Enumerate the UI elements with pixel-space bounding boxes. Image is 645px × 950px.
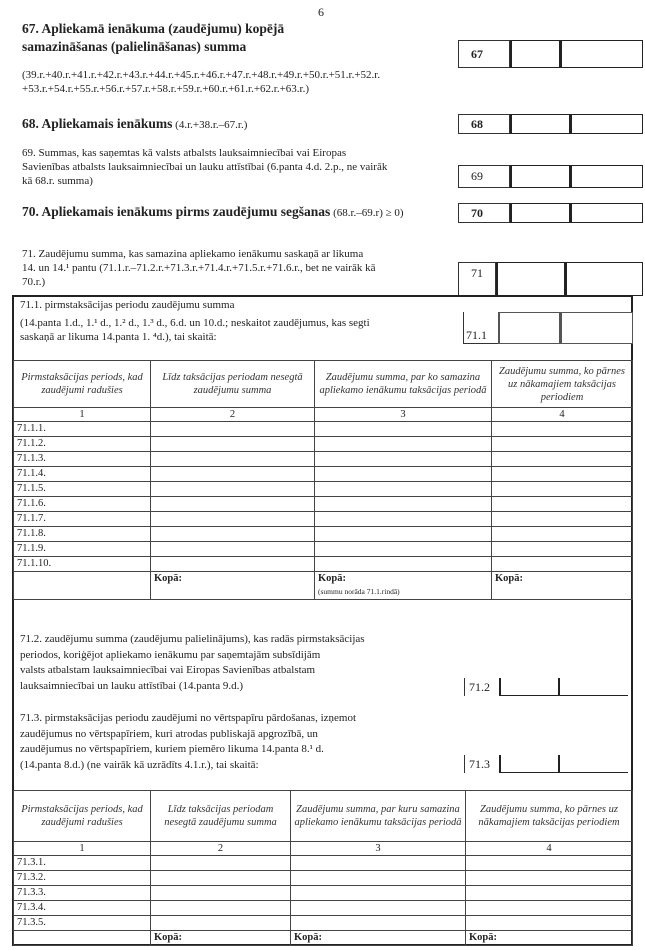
total-empty-cell bbox=[14, 572, 151, 600]
total-label: Kopā: bbox=[492, 572, 633, 600]
amount-cell-col3[interactable] bbox=[315, 422, 492, 437]
amount-cell-col4[interactable] bbox=[466, 916, 633, 931]
table-row bbox=[14, 422, 633, 437]
column-number: 4 bbox=[492, 408, 633, 422]
row-71-line3: 70.r.) bbox=[22, 276, 46, 288]
column-header: Līdz taksācijas periodam nesegtā zaudējumu summa bbox=[151, 791, 291, 842]
table-row bbox=[14, 856, 633, 871]
row-code: 71.1.3. bbox=[14, 452, 151, 467]
amount-cell-col2[interactable] bbox=[151, 497, 315, 512]
row-71-1-text bbox=[20, 298, 370, 344]
amount-cell-col3[interactable] bbox=[315, 512, 492, 527]
amount-cell-col4[interactable] bbox=[466, 856, 633, 871]
row-code: 71.1.5. bbox=[14, 482, 151, 497]
amount-cell-col4[interactable] bbox=[492, 557, 633, 572]
row-71-field bbox=[458, 262, 643, 296]
total-label: Kopā: bbox=[318, 573, 347, 584]
amount-cell-col2[interactable] bbox=[151, 886, 291, 901]
table-row bbox=[14, 527, 633, 542]
row-68-field bbox=[458, 114, 643, 134]
row-code: 71.1.8. bbox=[14, 527, 151, 542]
row-70-title: 70. Apliekamais ienākums pirms zaudējumu segšanas bbox=[22, 204, 331, 219]
amount-cell-col3[interactable] bbox=[291, 886, 466, 901]
table-row bbox=[14, 497, 633, 512]
column-number: 3 bbox=[315, 408, 492, 422]
amount-cell-col4[interactable] bbox=[466, 871, 633, 886]
amount-cell-col4[interactable] bbox=[492, 482, 633, 497]
row-69-label: 69 bbox=[458, 165, 510, 188]
row-code: 71.1.7. bbox=[14, 512, 151, 527]
row-71-3-input-a[interactable] bbox=[499, 755, 558, 773]
amount-cell-col3[interactable] bbox=[315, 557, 492, 572]
row-68-input-a[interactable] bbox=[510, 114, 570, 134]
total-label: Kopā: bbox=[151, 931, 291, 946]
row-71-label: 71 bbox=[458, 262, 496, 296]
row-70-field bbox=[458, 203, 643, 223]
amount-cell-col2[interactable] bbox=[151, 437, 315, 452]
table-row bbox=[14, 452, 633, 467]
amount-cell-col3[interactable] bbox=[291, 901, 466, 916]
amount-cell-col4[interactable] bbox=[466, 886, 633, 901]
row-code: 71.3.3. bbox=[14, 886, 151, 901]
column-number: 2 bbox=[151, 842, 291, 856]
row-71-3-field bbox=[464, 755, 628, 773]
row-71-3-line4: (14.panta 8.d.) (ne vairāk kā uzrādīts 4.1.r.), tai skaitā: bbox=[20, 758, 259, 771]
row-code: 71.1.4. bbox=[14, 467, 151, 482]
amount-cell-col4[interactable] bbox=[492, 512, 633, 527]
row-67-formula-line2: +53.r.+54.r.+55.r.+56.r.+57.r.+58.r.+59.r.+60.r.+61.r.+62.r.+63.r.) bbox=[22, 83, 310, 95]
amount-cell-col2[interactable] bbox=[151, 542, 315, 557]
row-71-2-line4: lauksaimniecībai un lauku attīstībai (14.panta 9.d.) bbox=[20, 679, 243, 692]
row-69-input-a[interactable] bbox=[510, 165, 570, 188]
row-71-3-input-b[interactable] bbox=[558, 755, 628, 773]
amount-cell-col4[interactable] bbox=[492, 422, 633, 437]
table-row bbox=[14, 871, 633, 886]
amount-cell-col3[interactable] bbox=[315, 527, 492, 542]
row-code: 71.3.5. bbox=[14, 916, 151, 931]
amount-cell-col3[interactable] bbox=[291, 871, 466, 886]
row-68-input-b[interactable] bbox=[570, 114, 643, 134]
column-header: Pirmstaksācijas periods, kad zaudējumi radušies bbox=[14, 791, 151, 842]
row-69-field bbox=[458, 165, 643, 188]
amount-cell-col2[interactable] bbox=[151, 452, 315, 467]
amount-cell-col2[interactable] bbox=[151, 856, 291, 871]
row-71-line2: 14. un 14.¹ pantu (71.1.r.–71.2.r.+71.3.r.+71.4.r.+71.5.r.+71.6.r., bet ne vairāk kā bbox=[22, 262, 376, 274]
row-71-2-line3: valsts atbalstam lauksaimniecībai vai Eiropas Savienības atbalstam bbox=[20, 664, 316, 676]
column-header: Zaudējumu summa, par kuru samazina apliekamo ienākumu taksācijas periodā bbox=[291, 791, 466, 842]
total-empty-cell bbox=[14, 931, 151, 946]
amount-cell-col2[interactable] bbox=[151, 527, 315, 542]
row-71-3-line3: zaudējumus no vērtspapīriem, kuriem piemēro likuma 14.panta 8.¹ d. bbox=[20, 743, 324, 755]
amount-cell-col2[interactable] bbox=[151, 557, 315, 572]
row-71-input-a[interactable] bbox=[496, 262, 565, 296]
amount-cell-col4[interactable] bbox=[492, 542, 633, 557]
column-header: Zaudējumu summa, ko pārnes uz nākamajiem taksācijas periodiem bbox=[466, 791, 633, 842]
row-71-1-line2: (14.panta 1.d., 1.¹ d., 1.² d., 1.³ d., 6.d. un 10.d.; neskaitot zaudējumus, kas segti bbox=[20, 317, 370, 329]
row-69-input-b[interactable] bbox=[570, 165, 643, 188]
total-cell-col3 bbox=[315, 572, 492, 600]
row-69-line3: kā 68.r. summa) bbox=[22, 175, 93, 187]
table-71-1 bbox=[13, 360, 633, 600]
row-71-2-field bbox=[464, 678, 628, 696]
row-67-label: 67 bbox=[458, 40, 510, 68]
total-label: Kopā: bbox=[151, 572, 315, 600]
row-71-2-input-b[interactable] bbox=[558, 678, 628, 696]
table-row bbox=[14, 437, 633, 452]
row-code: 71.1.2. bbox=[14, 437, 151, 452]
amount-cell-col4[interactable] bbox=[492, 452, 633, 467]
total-row bbox=[14, 572, 633, 600]
row-code: 71.1.1. bbox=[14, 422, 151, 437]
column-number: 3 bbox=[291, 842, 466, 856]
row-69-text bbox=[22, 146, 387, 188]
column-header: Pirmstaksācijas periods, kad zaudējumi radušies bbox=[14, 361, 151, 408]
row-67-input-a[interactable] bbox=[510, 40, 560, 68]
row-70-text bbox=[22, 204, 404, 220]
row-67-field bbox=[458, 40, 643, 68]
column-number: 4 bbox=[466, 842, 633, 856]
column-header: Līdz taksācijas periodam nesegtā zaudējumu summa bbox=[151, 361, 315, 408]
row-71-2-input-a[interactable] bbox=[499, 678, 558, 696]
amount-cell-col3[interactable] bbox=[291, 856, 466, 871]
amount-cell-col3[interactable] bbox=[315, 482, 492, 497]
row-71-3-label: 71.3 bbox=[464, 755, 499, 773]
row-71-1-line1: 71.1. pirmstaksācijas periodu zaudējumu summa bbox=[20, 299, 235, 311]
row-69-line1: 69. Summas, kas saņemtas kā valsts atbalsts lauksaimniecībai vai Eiropas bbox=[22, 147, 347, 159]
amount-cell-col2[interactable] bbox=[151, 467, 315, 482]
row-71-text bbox=[22, 247, 376, 289]
amount-cell-col2[interactable] bbox=[151, 512, 315, 527]
row-71-2-line1: 71.2. zaudējumu summa (zaudējumu palielinājums), kas radās pirmstaksācijas bbox=[20, 633, 365, 645]
row-71-1-input-b[interactable] bbox=[560, 312, 633, 344]
column-number: 1 bbox=[14, 842, 151, 856]
row-70-label: 70 bbox=[458, 203, 510, 223]
row-67-input-b[interactable] bbox=[560, 40, 643, 68]
row-71-3-line1: 71.3. pirmstaksācijas periodu zaudējumi no vērtspapīru pārdošanas, izņemot bbox=[20, 712, 357, 724]
row-code: 71.1.10. bbox=[14, 557, 151, 572]
table-row bbox=[14, 901, 633, 916]
row-67-title-line2: samazināšanas (palielināšanas) summa bbox=[22, 39, 247, 54]
total-note: (summu norāda 71.1.rindā) bbox=[318, 587, 400, 596]
row-code: 71.3.1. bbox=[14, 856, 151, 871]
row-71-2-text bbox=[20, 632, 365, 694]
row-68-title: 68. Apliekamais ienākums bbox=[22, 116, 173, 131]
table-row bbox=[14, 467, 633, 482]
table-row bbox=[14, 512, 633, 527]
amount-cell-col2[interactable] bbox=[151, 916, 291, 931]
row-71-2-line2: periodos, koriģējot apliekamo ienākumu par saņemtajām subsīdijām bbox=[20, 648, 321, 661]
table-header-row bbox=[14, 791, 633, 842]
amount-cell-col2[interactable] bbox=[151, 482, 315, 497]
column-number-row bbox=[14, 842, 633, 856]
column-number: 2 bbox=[151, 408, 315, 422]
table-row bbox=[14, 916, 633, 931]
table-71-3 bbox=[13, 790, 633, 946]
amount-cell-col4[interactable] bbox=[492, 467, 633, 482]
total-row bbox=[14, 931, 633, 946]
amount-cell-col2[interactable] bbox=[151, 901, 291, 916]
row-70-formula: (68.r.–69.r) ≥ 0) bbox=[330, 207, 404, 219]
row-71-1-input-a[interactable] bbox=[498, 312, 560, 344]
row-code: 71.1.6. bbox=[14, 497, 151, 512]
table-header-row bbox=[14, 361, 633, 408]
column-header: Zaudējumu summa, ko pārnes uz nākamajiem taksācijas periodiem bbox=[492, 361, 633, 408]
amount-cell-col4[interactable] bbox=[466, 901, 633, 916]
row-code: 71.1.9. bbox=[14, 542, 151, 557]
amount-cell-col3[interactable] bbox=[315, 452, 492, 467]
row-69-line2: Savienības atbalsts lauksaimniecībai un lauku attīstībai (6.panta 4.d. 2.p., ne vairāk bbox=[22, 161, 388, 173]
table-row bbox=[14, 482, 633, 497]
row-71-line1: 71. Zaudējumu summa, kas samazina apliekamo ienākumu saskaņā ar likuma bbox=[22, 248, 364, 260]
row-71-2-label: 71.2 bbox=[464, 678, 499, 696]
table-row bbox=[14, 557, 633, 572]
row-70-input-b[interactable] bbox=[570, 203, 643, 223]
row-67-formula bbox=[22, 68, 380, 96]
row-68-formula: (4.r.+38.r.–67.r.) bbox=[172, 119, 248, 131]
table-row bbox=[14, 542, 633, 557]
row-70-input-a[interactable] bbox=[510, 203, 570, 223]
row-71-1-line3: saskaņā ar likuma 14.panta 1. ⁴d.), tai skaitā: bbox=[20, 331, 217, 343]
row-71-1-field bbox=[463, 312, 633, 344]
amount-cell-col4[interactable] bbox=[492, 437, 633, 452]
amount-cell-col4[interactable] bbox=[492, 497, 633, 512]
total-label: Kopā: bbox=[291, 931, 466, 946]
amount-cell-col3[interactable] bbox=[315, 437, 492, 452]
row-67-title-line1: 67. Apliekamā ienākuma (zaudējumu) kopējā bbox=[22, 21, 285, 36]
row-67-formula-line1: (39.r.+40.r.+41.r.+42.r.+43.r.+44.r.+45.r.+46.r.+47.r.+48.r.+49.r.+50.r.+51.r.+52.r. bbox=[22, 69, 381, 81]
column-header: Zaudējumu summa, par ko samazina apliekamo ienākumu taksācijas periodā bbox=[315, 361, 492, 408]
amount-cell-col2[interactable] bbox=[151, 871, 291, 886]
amount-cell-col4[interactable] bbox=[492, 527, 633, 542]
table-row bbox=[14, 886, 633, 901]
row-71-input-b[interactable] bbox=[565, 262, 643, 296]
row-71-3-line2: zaudējumus no vērtspapīriem, kuri atrodas publiskajā apgrozībā, un bbox=[20, 727, 318, 740]
total-label: Kopā: bbox=[466, 931, 633, 946]
row-code: 71.3.4. bbox=[14, 901, 151, 916]
column-number: 1 bbox=[14, 408, 151, 422]
row-67-title bbox=[22, 20, 284, 56]
amount-cell-col3[interactable] bbox=[315, 467, 492, 482]
amount-cell-col3[interactable] bbox=[315, 497, 492, 512]
row-code: 71.3.2. bbox=[14, 871, 151, 886]
amount-cell-col3[interactable] bbox=[291, 916, 466, 931]
row-71-3-text bbox=[20, 711, 356, 773]
row-68-label: 68 bbox=[458, 114, 510, 134]
column-number-row bbox=[14, 408, 633, 422]
row-68-text bbox=[22, 116, 247, 132]
page-number: 6 bbox=[318, 5, 324, 19]
amount-cell-col3[interactable] bbox=[315, 542, 492, 557]
row-71-1-label: 71.1 bbox=[463, 312, 498, 344]
amount-cell-col2[interactable] bbox=[151, 422, 315, 437]
